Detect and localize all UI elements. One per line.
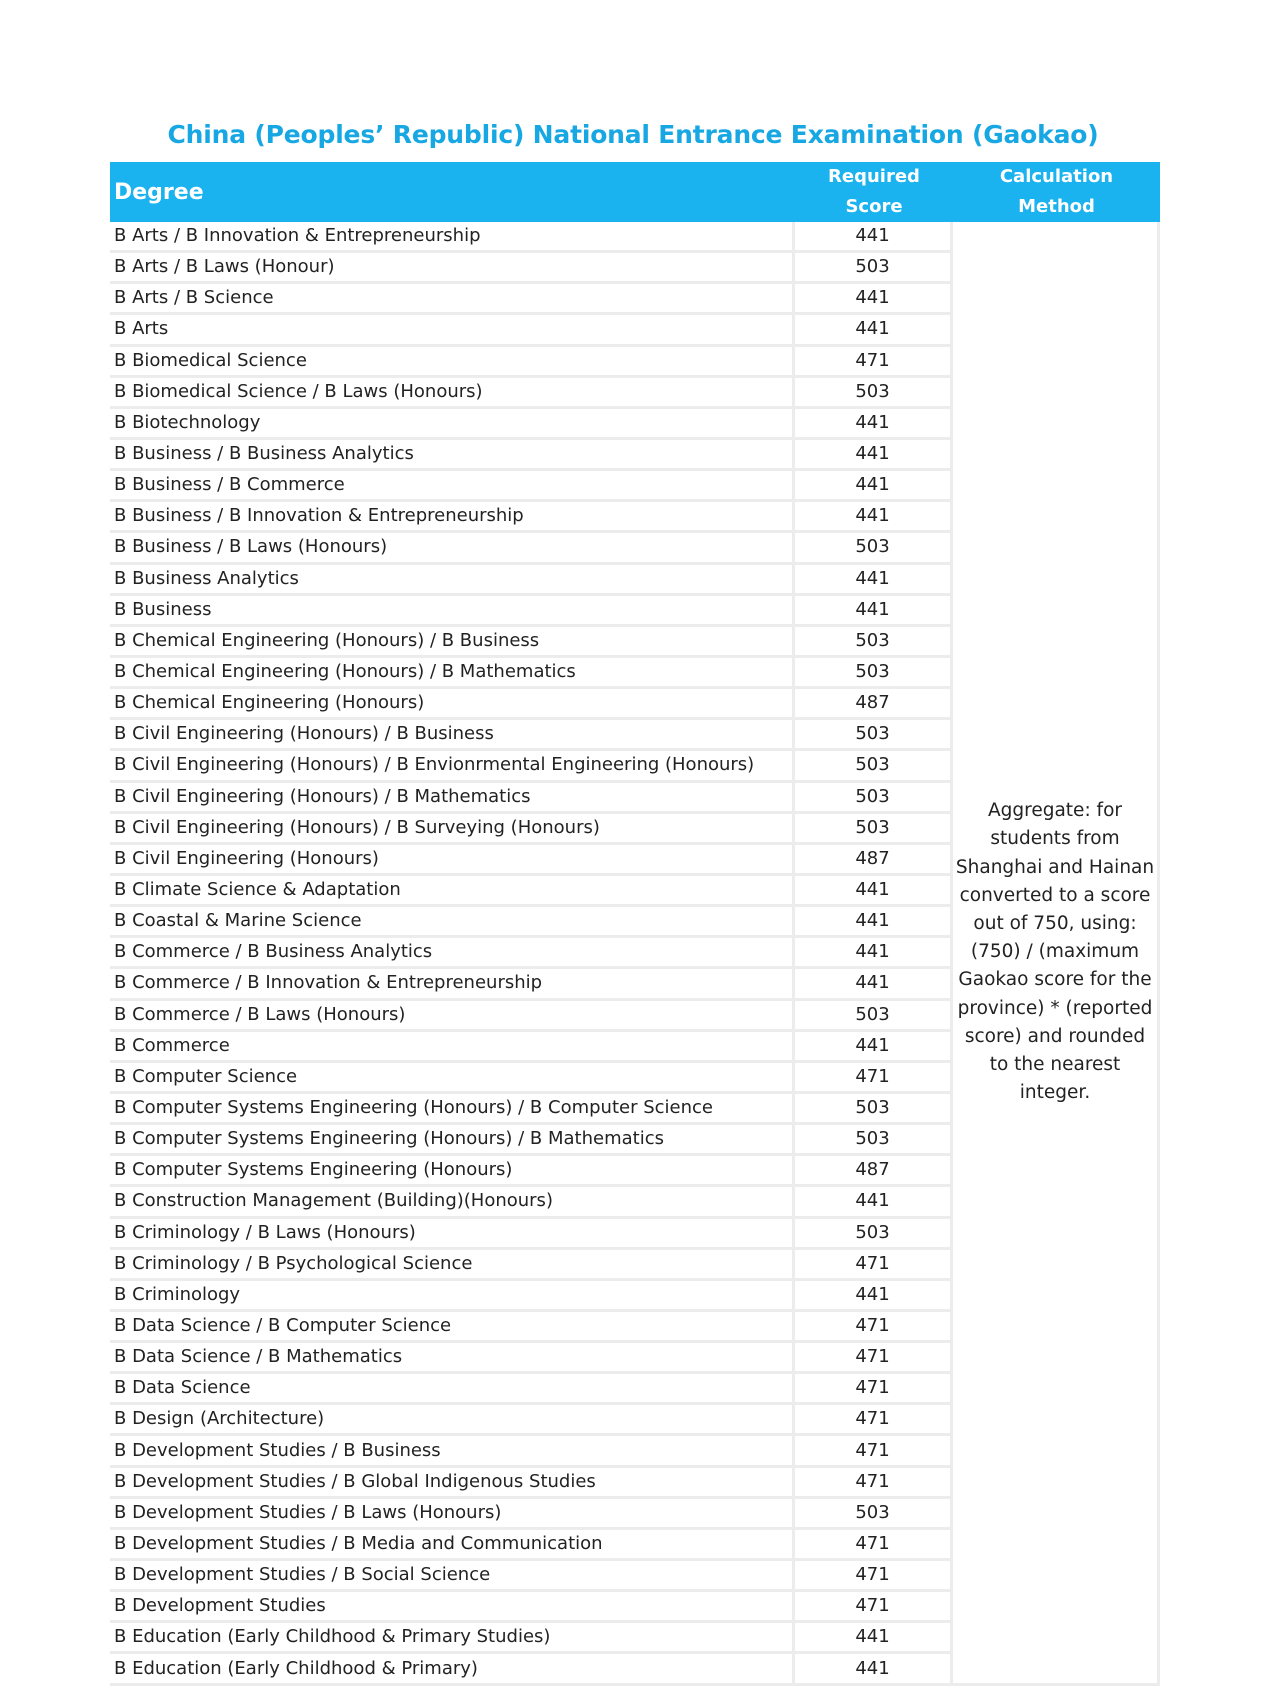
degree-cell: B Biotechnology	[110, 409, 795, 440]
degree-cell: B Civil Engineering (Honours) / B Business	[110, 720, 795, 751]
required-score-cell: 441	[795, 471, 953, 502]
degree-cell: B Computer Science	[110, 1063, 795, 1094]
required-score-cell: 471	[795, 347, 953, 378]
degree-cell: B Arts / B Innovation & Entrepreneurship	[110, 222, 795, 253]
degree-cell: B Criminology / B Psychological Science	[110, 1250, 795, 1281]
degree-cell: B Business / B Laws (Honours)	[110, 533, 795, 564]
page-title: China (Peoples’ Republic) National Entrance Examination (Gaokao)	[167, 120, 1099, 149]
required-score-cell: 441	[795, 502, 953, 533]
degree-cell: B Business / B Innovation & Entrepreneurship	[110, 502, 795, 533]
required-score-cell: 503	[795, 1219, 953, 1250]
degree-cell: B Coastal & Marine Science	[110, 907, 795, 938]
required-score-cell: 441	[795, 876, 953, 907]
required-score-cell: 471	[795, 1436, 953, 1467]
required-score-cell: 487	[795, 1156, 953, 1187]
degree-cell: B Business Analytics	[110, 565, 795, 596]
required-score-cell: 441	[795, 565, 953, 596]
required-score-cell: 503	[795, 783, 953, 814]
degree-cell: B Development Studies / B Global Indigenous Studies	[110, 1468, 795, 1499]
required-score-cell: 471	[795, 1250, 953, 1281]
degree-cell: B Civil Engineering (Honours) / B Mathematics	[110, 783, 795, 814]
required-score-cell: 471	[795, 1592, 953, 1623]
required-score-cell: 471	[795, 1312, 953, 1343]
required-score-cell: 503	[795, 1499, 953, 1530]
required-score-cell: 441	[795, 969, 953, 1000]
required-score-cell: 441	[795, 409, 953, 440]
required-score-cell: 441	[795, 1187, 953, 1218]
degree-cell: B Biomedical Science	[110, 347, 795, 378]
required-score-cell: 441	[795, 284, 953, 315]
required-score-cell: 471	[795, 1374, 953, 1405]
degree-cell: B Arts / B Science	[110, 284, 795, 315]
required-score-cell: 441	[795, 907, 953, 938]
degree-score-table	[110, 162, 1160, 1686]
required-score-cell: 503	[795, 814, 953, 845]
required-score-cell: 503	[795, 751, 953, 782]
header-calculation-method-line1: Calculation	[999, 166, 1114, 187]
required-score-cell: 503	[795, 378, 953, 409]
required-score-cell: 503	[795, 658, 953, 689]
required-score-cell: 487	[795, 689, 953, 720]
header-row	[110, 162, 1160, 222]
required-score-cell: 487	[795, 845, 953, 876]
required-score-cell: 503	[795, 627, 953, 658]
required-score-cell: 441	[795, 938, 953, 969]
degree-cell: B Civil Engineering (Honours) / B Surveying (Honours)	[110, 814, 795, 845]
header-calculation-method-line2: Method	[1018, 196, 1095, 217]
degree-cell: B Civil Engineering (Honours)	[110, 845, 795, 876]
degree-cell: B Computer Systems Engineering (Honours)	[110, 1156, 795, 1187]
degree-cell: B Arts	[110, 315, 795, 346]
degree-cell: B Commerce	[110, 1032, 795, 1063]
required-score-cell: 441	[795, 1654, 953, 1685]
required-score-cell: 503	[795, 720, 953, 751]
required-score-cell: 471	[795, 1405, 953, 1436]
degree-cell: B Business / B Commerce	[110, 471, 795, 502]
degree-cell: B Commerce / B Innovation & Entrepreneurship	[110, 969, 795, 1000]
required-score-cell: 503	[795, 533, 953, 564]
required-score-cell: 441	[795, 222, 953, 253]
degree-cell: B Business / B Business Analytics	[110, 440, 795, 471]
degree-cell: B Computer Systems Engineering (Honours) / B Mathematics	[110, 1125, 795, 1156]
table-header	[110, 162, 1160, 222]
degree-cell: B Arts / B Laws (Honour)	[110, 253, 795, 284]
degree-cell: B Data Science / B Mathematics	[110, 1343, 795, 1374]
degree-cell: B Civil Engineering (Honours) / B Envionrmental Engineering (Honours)	[110, 751, 795, 782]
required-score-cell: 471	[795, 1063, 953, 1094]
degree-cell: B Chemical Engineering (Honours) / B Mathematics	[110, 658, 795, 689]
degree-cell: B Chemical Engineering (Honours)	[110, 689, 795, 720]
degree-cell: B Data Science	[110, 1374, 795, 1405]
degree-cell: B Development Studies / B Media and Communication	[110, 1530, 795, 1561]
required-score-cell: 441	[795, 596, 953, 627]
required-score-cell: 471	[795, 1468, 953, 1499]
degree-cell: B Biomedical Science / B Laws (Honours)	[110, 378, 795, 409]
required-score-cell: 441	[795, 1032, 953, 1063]
calculation-method-cell: Aggregate: for students from Shanghai and Hainan converted to a score out of 750, using: (750) / (maximum Gaokao score for the province) * (reported score) and rounded to the nearest integer.	[953, 222, 1160, 1686]
required-score-cell: 471	[795, 1561, 953, 1592]
header-calculation-method	[953, 162, 1160, 222]
degree-cell: B Commerce / B Laws (Honours)	[110, 1001, 795, 1032]
degree-cell: B Criminology / B Laws (Honours)	[110, 1219, 795, 1250]
header-required-score	[795, 162, 953, 222]
degree-cell: B Education (Early Childhood & Primary)	[110, 1654, 795, 1685]
degree-cell: B Computer Systems Engineering (Honours) / B Computer Science	[110, 1094, 795, 1125]
degree-cell: B Design (Architecture)	[110, 1405, 795, 1436]
required-score-cell: 471	[795, 1343, 953, 1374]
required-score-cell: 503	[795, 1125, 953, 1156]
degree-cell: B Business	[110, 596, 795, 627]
required-score-cell: 441	[795, 440, 953, 471]
required-score-cell: 471	[795, 1530, 953, 1561]
degree-cell: B Construction Management (Building)(Honours)	[110, 1187, 795, 1218]
degree-cell: B Development Studies	[110, 1592, 795, 1623]
header-required-score-line1: Required	[828, 166, 920, 187]
header-required-score-line2: Score	[845, 196, 903, 217]
required-score-cell: 441	[795, 1623, 953, 1654]
degree-cell: B Chemical Engineering (Honours) / B Business	[110, 627, 795, 658]
required-score-cell: 503	[795, 253, 953, 284]
degree-cell: B Climate Science & Adaptation	[110, 876, 795, 907]
required-score-cell: 441	[795, 1281, 953, 1312]
required-score-cell: 503	[795, 1001, 953, 1032]
degree-cell: B Development Studies / B Laws (Honours)	[110, 1499, 795, 1530]
degree-cell: B Development Studies / B Social Science	[110, 1561, 795, 1592]
degree-cell: B Development Studies / B Business	[110, 1436, 795, 1467]
header-degree: Degree	[110, 162, 795, 222]
degree-cell: B Education (Early Childhood & Primary Studies)	[110, 1623, 795, 1654]
degree-cell: B Data Science / B Computer Science	[110, 1312, 795, 1343]
degree-cell: B Criminology	[110, 1281, 795, 1312]
degree-cell: B Commerce / B Business Analytics	[110, 938, 795, 969]
table-row	[110, 222, 1160, 253]
required-score-cell: 441	[795, 315, 953, 346]
table-body	[110, 222, 1160, 1686]
required-score-cell: 503	[795, 1094, 953, 1125]
